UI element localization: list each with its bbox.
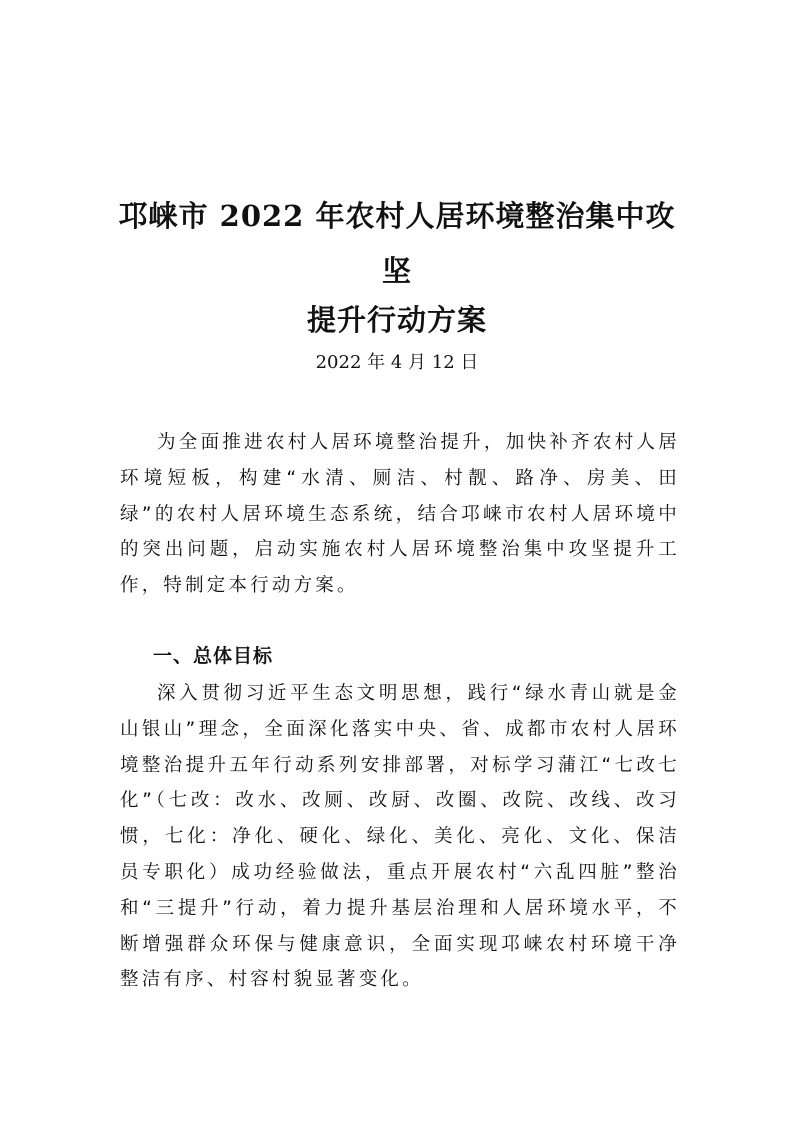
document-title-line-2: 坚: [381, 254, 412, 288]
document-date: 2022 年 4 月 12 日: [315, 352, 479, 373]
section-heading-overall-goals: 一、总体目标: [153, 645, 274, 667]
document-title-line-3: 提升行动方案: [306, 303, 487, 337]
section-paragraph-overall-goals: 深入贯彻习近平生态文明思想，践行“绿水青山就是金山银山”理念，全面深化落实中央、省、成都市农村人居环境整治提升五年行动系列安排部署，对标学习蒲江“七改七化”（七改：改水、改厕、改厨、改圈、改院、改线、改习惯，七化：净化、硬化、绿化、美化、亮化、文化、保洁员专职化）成功经验做法，重点开展农村“六乱四脏”整治和“三提升”行动，着力提升基层治理和人居环境水平，不断增强群众环保与健康意识，全面实现邛崃农村环境干净整洁有序、村容村貌显著变化。: [120, 683, 680, 991]
intro-paragraph: 为全面推进农村人居环境整治提升，加快补齐农村人居环境短板，构建“水清、厕洁、村靓、路净、房美、田绿”的农村人居环境生态系统，结合邛崃市农村人居环境中的突出问题，启动实施农村人居环境整治集中攻坚提升工作，特制定本行动方案。: [120, 432, 680, 597]
document-title-line-1: 邛崃市 2022 年农村人居环境整治集中攻: [118, 199, 676, 233]
